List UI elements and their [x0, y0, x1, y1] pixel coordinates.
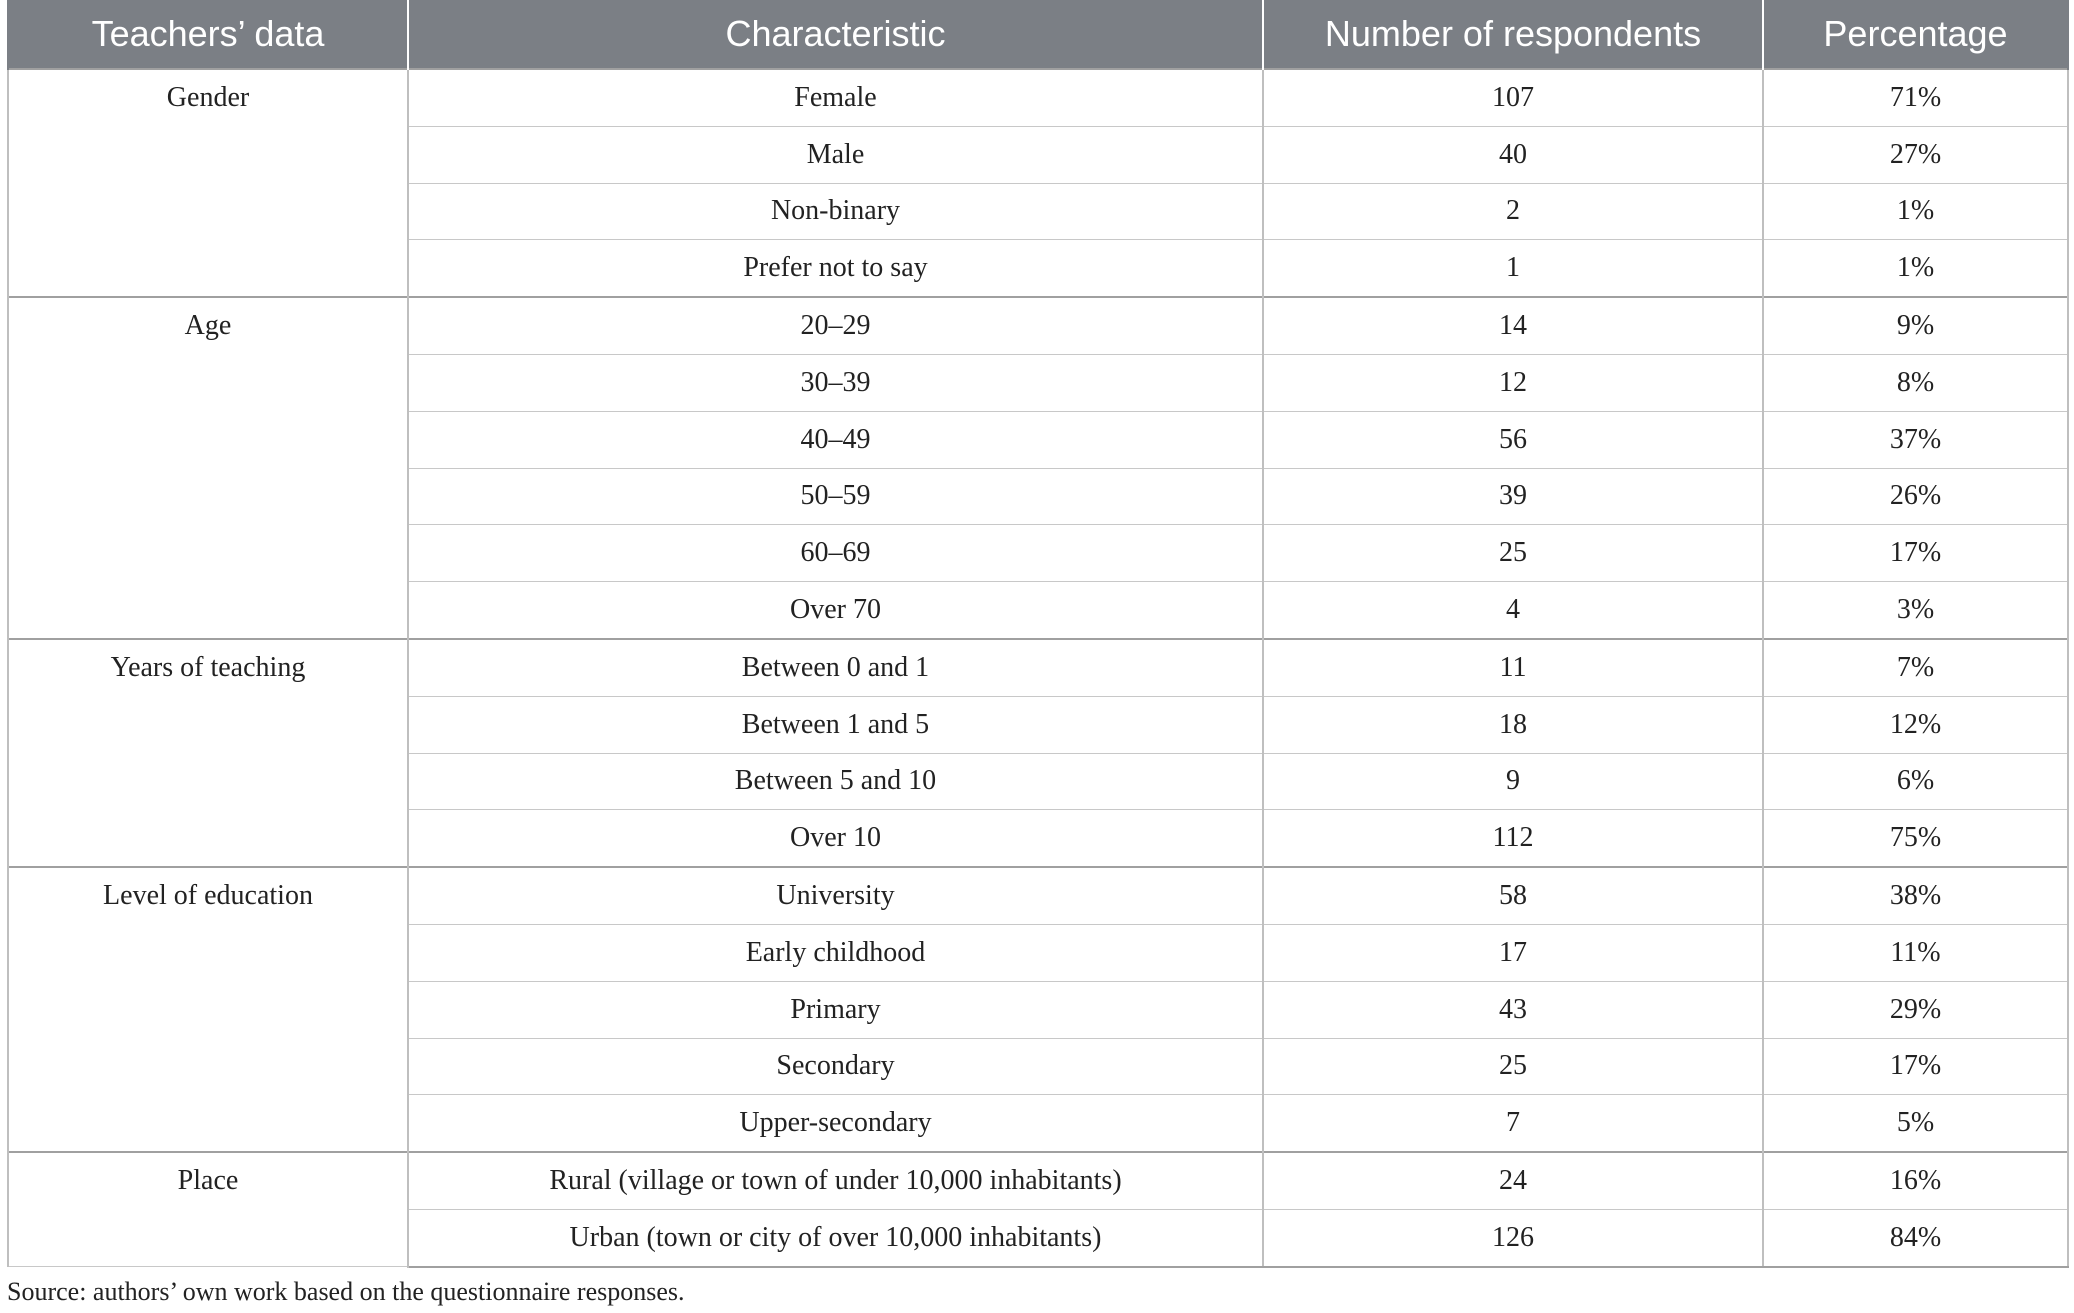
- table-row: [8, 69, 2068, 126]
- percentage-cell: 75%: [1763, 810, 2068, 867]
- table-body: [8, 69, 2068, 1267]
- percentage-cell: 5%: [1763, 1095, 2068, 1152]
- characteristic-cell: 50–59: [408, 468, 1263, 525]
- characteristic-cell: Male: [408, 126, 1263, 183]
- respondent-count-cell: 2: [1263, 183, 1763, 240]
- respondent-count-cell: 11: [1263, 639, 1763, 696]
- group-label: Years of teaching: [8, 639, 408, 867]
- percentage-cell: 71%: [1763, 69, 2068, 126]
- percentage-cell: 84%: [1763, 1209, 2068, 1266]
- percentage-cell: 1%: [1763, 183, 2068, 240]
- characteristic-cell: Female: [408, 69, 1263, 126]
- respondents-table: [7, 0, 2069, 1268]
- percentage-cell: 9%: [1763, 297, 2068, 354]
- percentage-cell: 1%: [1763, 240, 2068, 297]
- group-label: Gender: [8, 69, 408, 297]
- characteristic-cell: Between 0 and 1: [408, 639, 1263, 696]
- header-percentage: Percentage: [1763, 0, 2068, 69]
- respondent-count-cell: 39: [1263, 468, 1763, 525]
- percentage-cell: 29%: [1763, 981, 2068, 1038]
- characteristic-cell: Between 5 and 10: [408, 753, 1263, 810]
- percentage-cell: 16%: [1763, 1152, 2068, 1209]
- respondent-count-cell: 4: [1263, 582, 1763, 639]
- characteristic-cell: 30–39: [408, 354, 1263, 411]
- table-row: [8, 867, 2068, 924]
- percentage-cell: 26%: [1763, 468, 2068, 525]
- characteristic-cell: University: [408, 867, 1263, 924]
- percentage-cell: 17%: [1763, 525, 2068, 582]
- percentage-cell: 38%: [1763, 867, 2068, 924]
- characteristic-cell: Secondary: [408, 1038, 1263, 1095]
- respondent-count-cell: 18: [1263, 696, 1763, 753]
- table-row: [8, 639, 2068, 696]
- characteristic-cell: Early childhood: [408, 924, 1263, 981]
- table-row: [8, 297, 2068, 354]
- header-number-of-respondents: Number of respondents: [1263, 0, 1763, 69]
- header-row: [8, 0, 2068, 69]
- characteristic-cell: Urban (town or city of over 10,000 inhabitants): [408, 1209, 1263, 1266]
- percentage-cell: 27%: [1763, 126, 2068, 183]
- respondent-count-cell: 107: [1263, 69, 1763, 126]
- respondent-count-cell: 14: [1263, 297, 1763, 354]
- respondent-count-cell: 9: [1263, 753, 1763, 810]
- group-label: Age: [8, 297, 408, 639]
- percentage-cell: 11%: [1763, 924, 2068, 981]
- characteristic-cell: Non-binary: [408, 183, 1263, 240]
- respondent-count-cell: 112: [1263, 810, 1763, 867]
- characteristic-cell: 60–69: [408, 525, 1263, 582]
- characteristic-cell: 20–29: [408, 297, 1263, 354]
- characteristic-cell: Between 1 and 5: [408, 696, 1263, 753]
- respondent-count-cell: 24: [1263, 1152, 1763, 1209]
- percentage-cell: 7%: [1763, 639, 2068, 696]
- table-row: [8, 1152, 2068, 1209]
- percentage-cell: 17%: [1763, 1038, 2068, 1095]
- characteristic-cell: Over 10: [408, 810, 1263, 867]
- respondent-count-cell: 43: [1263, 981, 1763, 1038]
- header-teachers-data: Teachers’ data: [8, 0, 408, 69]
- respondent-count-cell: 56: [1263, 411, 1763, 468]
- percentage-cell: 12%: [1763, 696, 2068, 753]
- source-note: Source: authors’ own work based on the questionnaire responses.: [7, 1277, 685, 1306]
- characteristic-cell: 40–49: [408, 411, 1263, 468]
- respondent-count-cell: 12: [1263, 354, 1763, 411]
- respondent-count-cell: 25: [1263, 1038, 1763, 1095]
- table-container: [7, 0, 2067, 1268]
- respondent-count-cell: 17: [1263, 924, 1763, 981]
- characteristic-cell: Upper-secondary: [408, 1095, 1263, 1152]
- respondent-count-cell: 1: [1263, 240, 1763, 297]
- header-characteristic: Characteristic: [408, 0, 1263, 69]
- percentage-cell: 6%: [1763, 753, 2068, 810]
- characteristic-cell: Primary: [408, 981, 1263, 1038]
- respondent-count-cell: 7: [1263, 1095, 1763, 1152]
- group-label: Place: [8, 1152, 408, 1267]
- characteristic-cell: Prefer not to say: [408, 240, 1263, 297]
- percentage-cell: 3%: [1763, 582, 2068, 639]
- respondent-count-cell: 126: [1263, 1209, 1763, 1266]
- characteristic-cell: Rural (village or town of under 10,000 inhabitants): [408, 1152, 1263, 1209]
- respondent-count-cell: 40: [1263, 126, 1763, 183]
- respondent-count-cell: 58: [1263, 867, 1763, 924]
- characteristic-cell: Over 70: [408, 582, 1263, 639]
- group-label: Level of education: [8, 867, 408, 1152]
- table-header: [8, 0, 2068, 69]
- percentage-cell: 37%: [1763, 411, 2068, 468]
- percentage-cell: 8%: [1763, 354, 2068, 411]
- respondent-count-cell: 25: [1263, 525, 1763, 582]
